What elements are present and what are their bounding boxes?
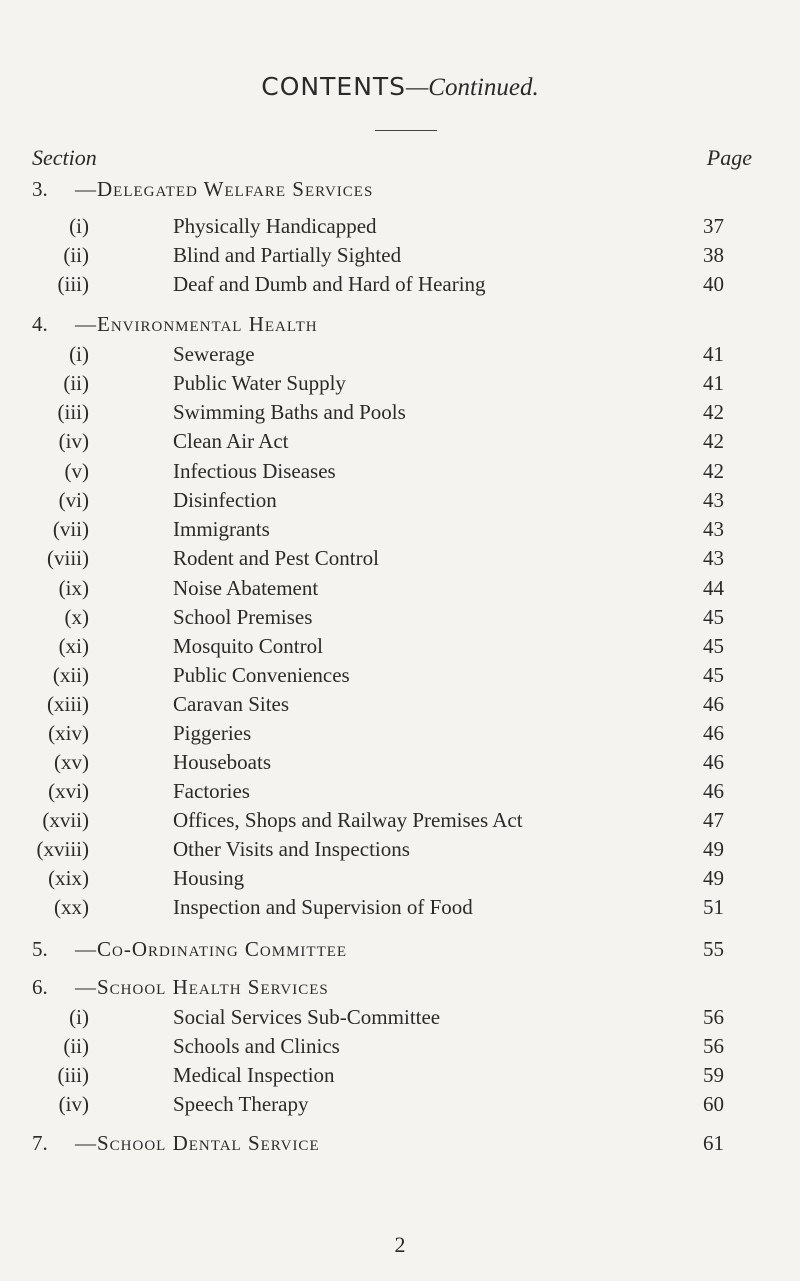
item-number: (i) bbox=[69, 214, 89, 238]
section-number: 7. bbox=[32, 1131, 48, 1155]
toc-item-row bbox=[0, 719, 800, 748]
item-number: (ii) bbox=[63, 1034, 89, 1058]
item-title: Factories bbox=[173, 779, 250, 803]
page-number: 2 bbox=[394, 1232, 406, 1257]
item-number: (xii) bbox=[52, 663, 89, 687]
section-number: 4. bbox=[32, 312, 48, 336]
item-title: Infectious Diseases bbox=[173, 459, 336, 483]
item-title: Schools and Clinics bbox=[173, 1034, 340, 1058]
section-title: —School Health Services bbox=[75, 975, 329, 999]
toc-section-row bbox=[0, 175, 800, 204]
item-title: Caravan Sites bbox=[173, 692, 290, 716]
item-title: Disinfection bbox=[173, 488, 277, 512]
toc-item-row bbox=[0, 777, 800, 806]
item-number: (xvi) bbox=[48, 779, 89, 803]
toc-item-row bbox=[0, 486, 800, 515]
section-number: 5. bbox=[32, 937, 48, 961]
item-title: School Premises bbox=[173, 605, 313, 629]
item-number: (iii) bbox=[57, 272, 89, 296]
page-ref: 46 bbox=[703, 750, 724, 774]
page-ref: 42 bbox=[703, 400, 724, 424]
item-title: Housing bbox=[173, 866, 245, 890]
toc-item-row bbox=[0, 398, 800, 427]
page-ref: 46 bbox=[703, 721, 724, 745]
page-column-header: Page bbox=[706, 145, 752, 170]
item-number: (ix) bbox=[58, 576, 89, 600]
toc-item-row bbox=[0, 427, 800, 456]
page-ref: 49 bbox=[703, 837, 724, 861]
toc-item-row bbox=[0, 340, 800, 369]
page-ref: 42 bbox=[703, 429, 724, 453]
toc-section-row bbox=[0, 935, 800, 964]
item-number: (xiv) bbox=[48, 721, 89, 745]
page-ref: 49 bbox=[703, 866, 724, 890]
item-title: Speech Therapy bbox=[173, 1092, 309, 1116]
toc-item-row bbox=[0, 690, 800, 719]
toc-item-row bbox=[0, 1003, 800, 1032]
toc-section-row bbox=[0, 1129, 800, 1158]
toc-item-row bbox=[0, 806, 800, 835]
toc-item-row bbox=[0, 1061, 800, 1090]
item-title: Noise Abatement bbox=[173, 576, 319, 600]
item-number: (i) bbox=[69, 1005, 89, 1029]
title-continued: —Continued. bbox=[406, 74, 539, 101]
item-title: Social Services Sub-Committee bbox=[173, 1005, 441, 1029]
title-main: CONTENTS bbox=[261, 72, 407, 101]
item-number: (viii) bbox=[47, 546, 89, 570]
item-number: (iii) bbox=[57, 400, 89, 424]
item-title: Piggeries bbox=[173, 721, 252, 745]
toc-item-row bbox=[0, 632, 800, 661]
item-number: (xiii) bbox=[47, 692, 89, 716]
item-number: (x) bbox=[64, 605, 89, 629]
toc-section-row bbox=[0, 973, 800, 1002]
item-title: Clean Air Act bbox=[173, 429, 289, 453]
toc-item-row bbox=[0, 1090, 800, 1119]
toc-item-row bbox=[0, 574, 800, 603]
item-title: Offices, Shops and Railway Premises Act bbox=[173, 808, 523, 832]
page-ref: 46 bbox=[703, 779, 724, 803]
page-ref: 40 bbox=[703, 272, 724, 296]
section-number: 3. bbox=[32, 177, 48, 201]
toc-item-row bbox=[0, 544, 800, 573]
toc-item-row bbox=[0, 835, 800, 864]
page-ref: 61 bbox=[703, 1131, 724, 1155]
item-number: (xv) bbox=[54, 750, 89, 774]
section-title: —School Dental Service bbox=[75, 1131, 320, 1155]
item-title: Public Conveniences bbox=[173, 663, 350, 687]
page-ref: 45 bbox=[703, 663, 724, 687]
page-ref: 41 bbox=[703, 342, 724, 366]
item-title: Sewerage bbox=[173, 342, 255, 366]
item-title: Immigrants bbox=[173, 517, 270, 541]
page-title bbox=[0, 72, 800, 102]
page-ref: 38 bbox=[703, 243, 724, 267]
page-ref: 43 bbox=[703, 488, 724, 512]
page-ref: 43 bbox=[703, 517, 724, 541]
item-number: (iv) bbox=[58, 1092, 89, 1116]
item-title: Inspection and Supervision of Food bbox=[173, 895, 473, 919]
toc-item-row bbox=[0, 864, 800, 893]
page-ref: 47 bbox=[703, 808, 724, 832]
section-title: —Delegated Welfare Services bbox=[75, 177, 374, 201]
page-ref: 45 bbox=[703, 634, 724, 658]
item-number: (iv) bbox=[58, 429, 89, 453]
item-title: Mosquito Control bbox=[173, 634, 323, 658]
section-number: 6. bbox=[32, 975, 48, 999]
section-column-header: Section bbox=[32, 145, 97, 170]
page-ref: 44 bbox=[703, 576, 724, 600]
page-ref: 56 bbox=[703, 1005, 724, 1029]
page-ref: 56 bbox=[703, 1034, 724, 1058]
item-title: Blind and Partially Sighted bbox=[173, 243, 402, 267]
item-title: Deaf and Dumb and Hard of Hearing bbox=[173, 272, 486, 296]
item-number: (xix) bbox=[48, 866, 89, 890]
section-title: —Co-Ordinating Committee bbox=[75, 937, 348, 961]
toc-item-row bbox=[0, 1032, 800, 1061]
item-title: Swimming Baths and Pools bbox=[173, 400, 406, 424]
page-ref: 60 bbox=[703, 1092, 724, 1116]
page-ref: 43 bbox=[703, 546, 724, 570]
item-number: (ii) bbox=[63, 243, 89, 267]
item-title: Rodent and Pest Control bbox=[173, 546, 379, 570]
page-ref: 42 bbox=[703, 459, 724, 483]
page-ref: 45 bbox=[703, 605, 724, 629]
item-title: Houseboats bbox=[173, 750, 271, 774]
item-number: (xvii) bbox=[42, 808, 89, 832]
toc-item-row bbox=[0, 270, 800, 299]
item-number: (v) bbox=[64, 459, 89, 483]
item-number: (ii) bbox=[63, 371, 89, 395]
title-rule bbox=[375, 130, 437, 131]
section-title: —Environmental Health bbox=[75, 312, 318, 336]
page-ref: 46 bbox=[703, 692, 724, 716]
toc-item-row bbox=[0, 212, 800, 241]
toc-section-row bbox=[0, 310, 800, 339]
item-title: Physically Handicapped bbox=[173, 214, 377, 238]
page-ref: 55 bbox=[703, 937, 724, 961]
item-number: (xviii) bbox=[36, 837, 89, 861]
item-number: (vii) bbox=[52, 517, 89, 541]
toc-item-row bbox=[0, 603, 800, 632]
page-ref: 51 bbox=[703, 895, 724, 919]
item-number: (i) bbox=[69, 342, 89, 366]
item-number: (xx) bbox=[54, 895, 89, 919]
toc-item-row bbox=[0, 893, 800, 922]
page-ref: 37 bbox=[703, 214, 724, 238]
item-title: Public Water Supply bbox=[173, 371, 346, 395]
toc-item-row bbox=[0, 457, 800, 486]
item-title: Medical Inspection bbox=[173, 1063, 335, 1087]
toc-item-row bbox=[0, 369, 800, 398]
page-ref: 59 bbox=[703, 1063, 724, 1087]
toc-item-row bbox=[0, 241, 800, 270]
toc-item-row bbox=[0, 661, 800, 690]
item-number: (xi) bbox=[58, 634, 89, 658]
item-number: (vi) bbox=[58, 488, 89, 512]
toc-item-row bbox=[0, 748, 800, 777]
item-title: Other Visits and Inspections bbox=[173, 837, 410, 861]
item-number: (iii) bbox=[57, 1063, 89, 1087]
page-ref: 41 bbox=[703, 371, 724, 395]
toc-item-row bbox=[0, 515, 800, 544]
